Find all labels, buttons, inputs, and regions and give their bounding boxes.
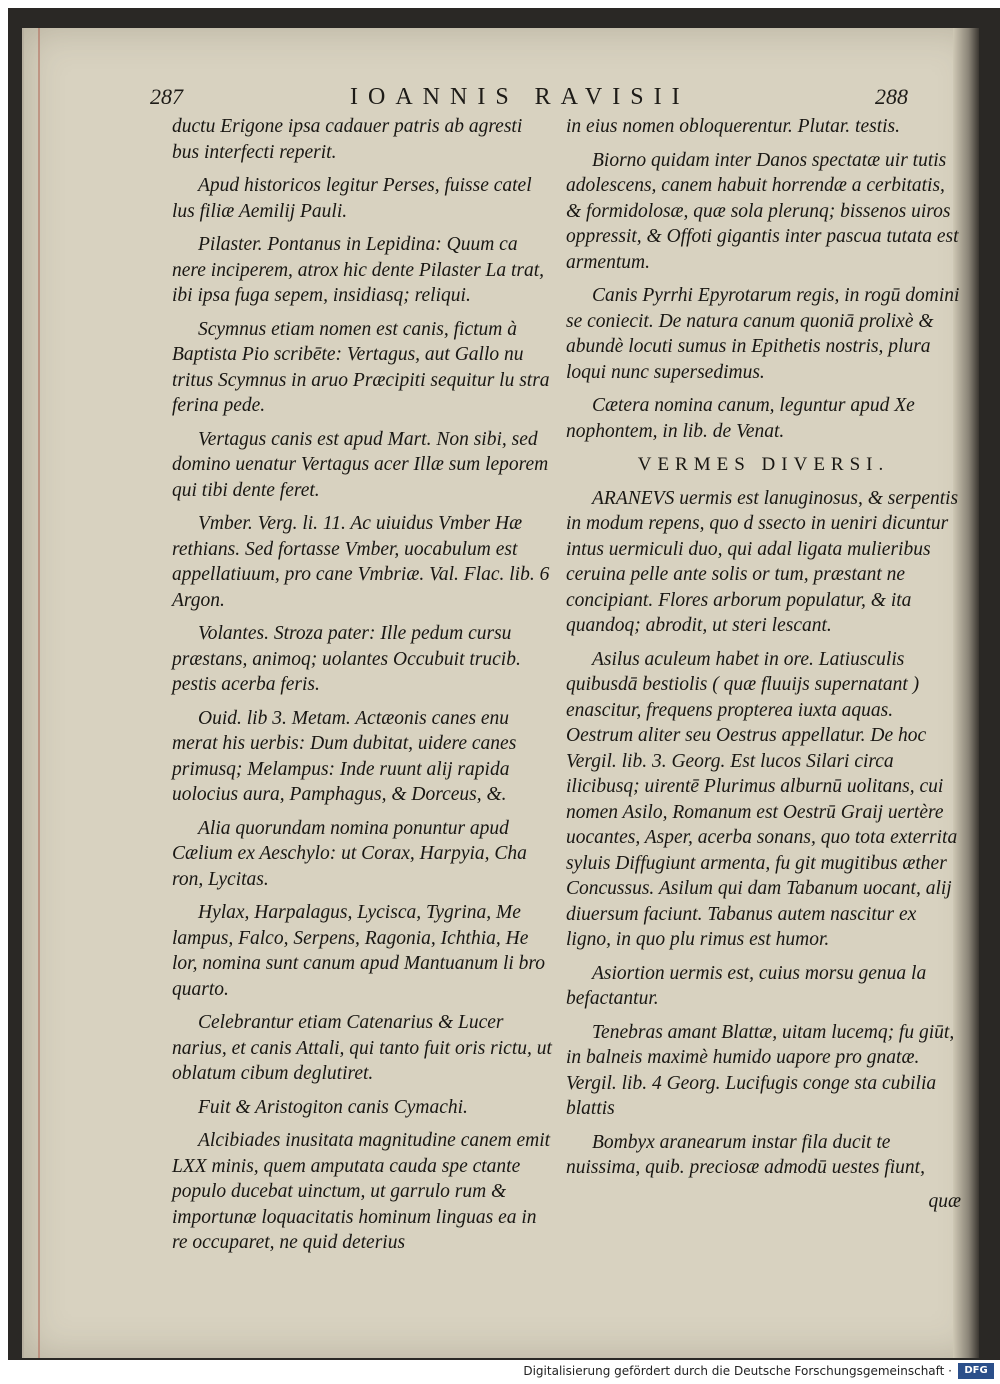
footer-bar	[0, 1360, 1000, 1384]
paragraph: Vmber. Verg. li. 11. Ac uiuidus Vmber Hæ rethians. Sed fortasse Vmber, uocabulum est appellatiuum, pro cane Vmbriæ. Val. Flac. lib. 6 Argon.	[172, 513, 550, 611]
paragraph: Asiortion uermis est, cuius morsu genua la befactantur.	[566, 962, 927, 1009]
section-heading: VERMES DIVERSI.	[637, 454, 890, 475]
right-page-number: 288	[875, 84, 908, 109]
paragraph: Cætera nomina canum, leguntur apud Xe nophontem, in lib. de Venat.	[566, 395, 915, 442]
paragraph: Hylax, Harpalagus, Lycisca, Tygrina, Me lampus, Falco, Serpens, Ragonia, Ichthia, He lor, nomina sunt canum apud Mantuanum li bro quarto.	[172, 902, 546, 1000]
paragraph: Celebrantur etiam Catenarius & Lucer narius, et canis Attali, qui tanto fuit oris rictu, ut oblatum cibum deglutiret.	[172, 1012, 552, 1084]
paragraph: Asilus aculeum habet in ore. Latiusculis quibusdā bestiolis ( quæ fluuijs supernatant ) enascitur, frequens propterea iuxta aquas. Oestrum aliter seu Oestrus appellatur. De hoc Vergil. lib. 3. Georg. Est lucos Silari circa ilicibusq; uirentē Plurimus alburnū uolitans, cui nomen Asilo, Romanum est Oestrū Graij uertère uocantes, Asper, acerba sonans, quo tota exterrita syluis Diffugiunt armenta, fu git mugitibus æther Concussus. Asilum qui dam Tabanum uocant, alij diuersum faciunt. Tabanus autem nascitur ex ligno, in quo plu rimus est humor.	[566, 648, 958, 950]
scanned-page-image	[8, 8, 1000, 1360]
paragraph: in eius nomen obloquerentur. Plutar. testis.	[566, 116, 901, 137]
dfg-logo-icon: DFG	[958, 1363, 994, 1379]
right-text-column	[566, 114, 961, 1214]
paragraph: ductu Erigone ipsa cadauer patris ab agresti bus interfecti reperit.	[172, 116, 523, 163]
paragraph: Alcibiades inusitata magnitudine canem emit LXX minis, quem amputata cauda spe ctante populo ducebat uinctum, ut garrulo rum & importunæ loquacitatis hominum linguas ea in re occuparet, ne quid deterius	[172, 1130, 551, 1253]
paragraph: Alia quorundam nomina ponuntur apud Cælium ex Aeschylo: ut Corax, Harpyia, Cha ron, Lycitas.	[172, 817, 527, 890]
paragraph: Fuit & Aristogiton canis Cymachi.	[198, 1096, 468, 1118]
paragraph: Vertagus canis est apud Mart. Non sibi, sed domino uenatur Vertagus acer Illæ sum leporem qui tibi dente feret.	[172, 428, 549, 501]
catchword: quæ	[928, 1190, 961, 1212]
left-text-column	[172, 114, 552, 1264]
funding-notice: Digitalisierung gefördert durch die Deutsche Forschungsgemeinschaft ·	[523, 1364, 952, 1378]
paragraph: Bombyx aranearum instar fila ducit te nuissima, quib. preciosæ admodū uestes fiunt,	[566, 1131, 925, 1178]
paragraph: Biorno quidam inter Danos spectatæ uir tutis adolescens, canem habuit horrendæ a cerbitatis, & formidolosæ, quæ sola plerunq; bissenos uiros oppressit, & Offoti gigantis inter pascua tutata est armentum.	[566, 149, 959, 273]
left-page-number: 287	[150, 84, 183, 109]
paragraph: Apud historicos legitur Perses, fuisse catel lus filiæ Aemilij Pauli.	[172, 175, 532, 222]
running-title: IOANNIS RAVISII	[350, 84, 690, 110]
paragraph: Volantes. Stroza pater: Ille pedum cursu præstans, animoq; uolantes Occubuit trucib. pestis acerba feris.	[172, 623, 521, 695]
margin-rule	[38, 28, 40, 1358]
paragraph: Pilaster. Pontanus in Lepidina: Quum ca nere inciperem, atrox hic dente Pilaster La trat, ibi ipsa fuga sepem, insidiasq; reliqui.	[172, 234, 545, 306]
paragraph: Tenebras amant Blattæ, uitam lucemq; fu giūt, in balneis maximè humido uapore pro gnatæ. Vergil. lib. 4 Georg. Lucifugis conge sta cubilia blattis	[566, 1021, 955, 1119]
paragraph: Canis Pyrrhi Epyrotarum regis, in rogū domini se coniecit. De natura canum quoniā prolixè & abundè locuti sumus in Epithetis nostris, plura loqui nunc supersedimus.	[566, 285, 960, 383]
paragraph: Ouid. lib 3. Metam. Actæonis canes enu merat his uerbis: Dum dubitat, uidere canes primusq; Melampus: Inde ruunt alij rapida uolocius aura, Pamphagus, & Dorceus, &.	[172, 707, 517, 805]
paragraph: ARANEVS uermis est lanuginosus, & serpentis in modum repens, quo d ssecto in ueniri dicuntur intus uermiculi duo, qui adal ligata mulieribus ceruina pelle ante solis or tum, præstant ne concipiant. Flores arborum populatur, & ita quandoq; abrodit, ut steri lescant.	[566, 487, 959, 636]
paragraph: Scymnus etiam nomen est canis, fictum à Baptista Pio scribēte: Vertagus, aut Gallo nu tritus Scymnus in aruo Præcipiti sequitur lu stra ferina pede.	[172, 318, 550, 416]
